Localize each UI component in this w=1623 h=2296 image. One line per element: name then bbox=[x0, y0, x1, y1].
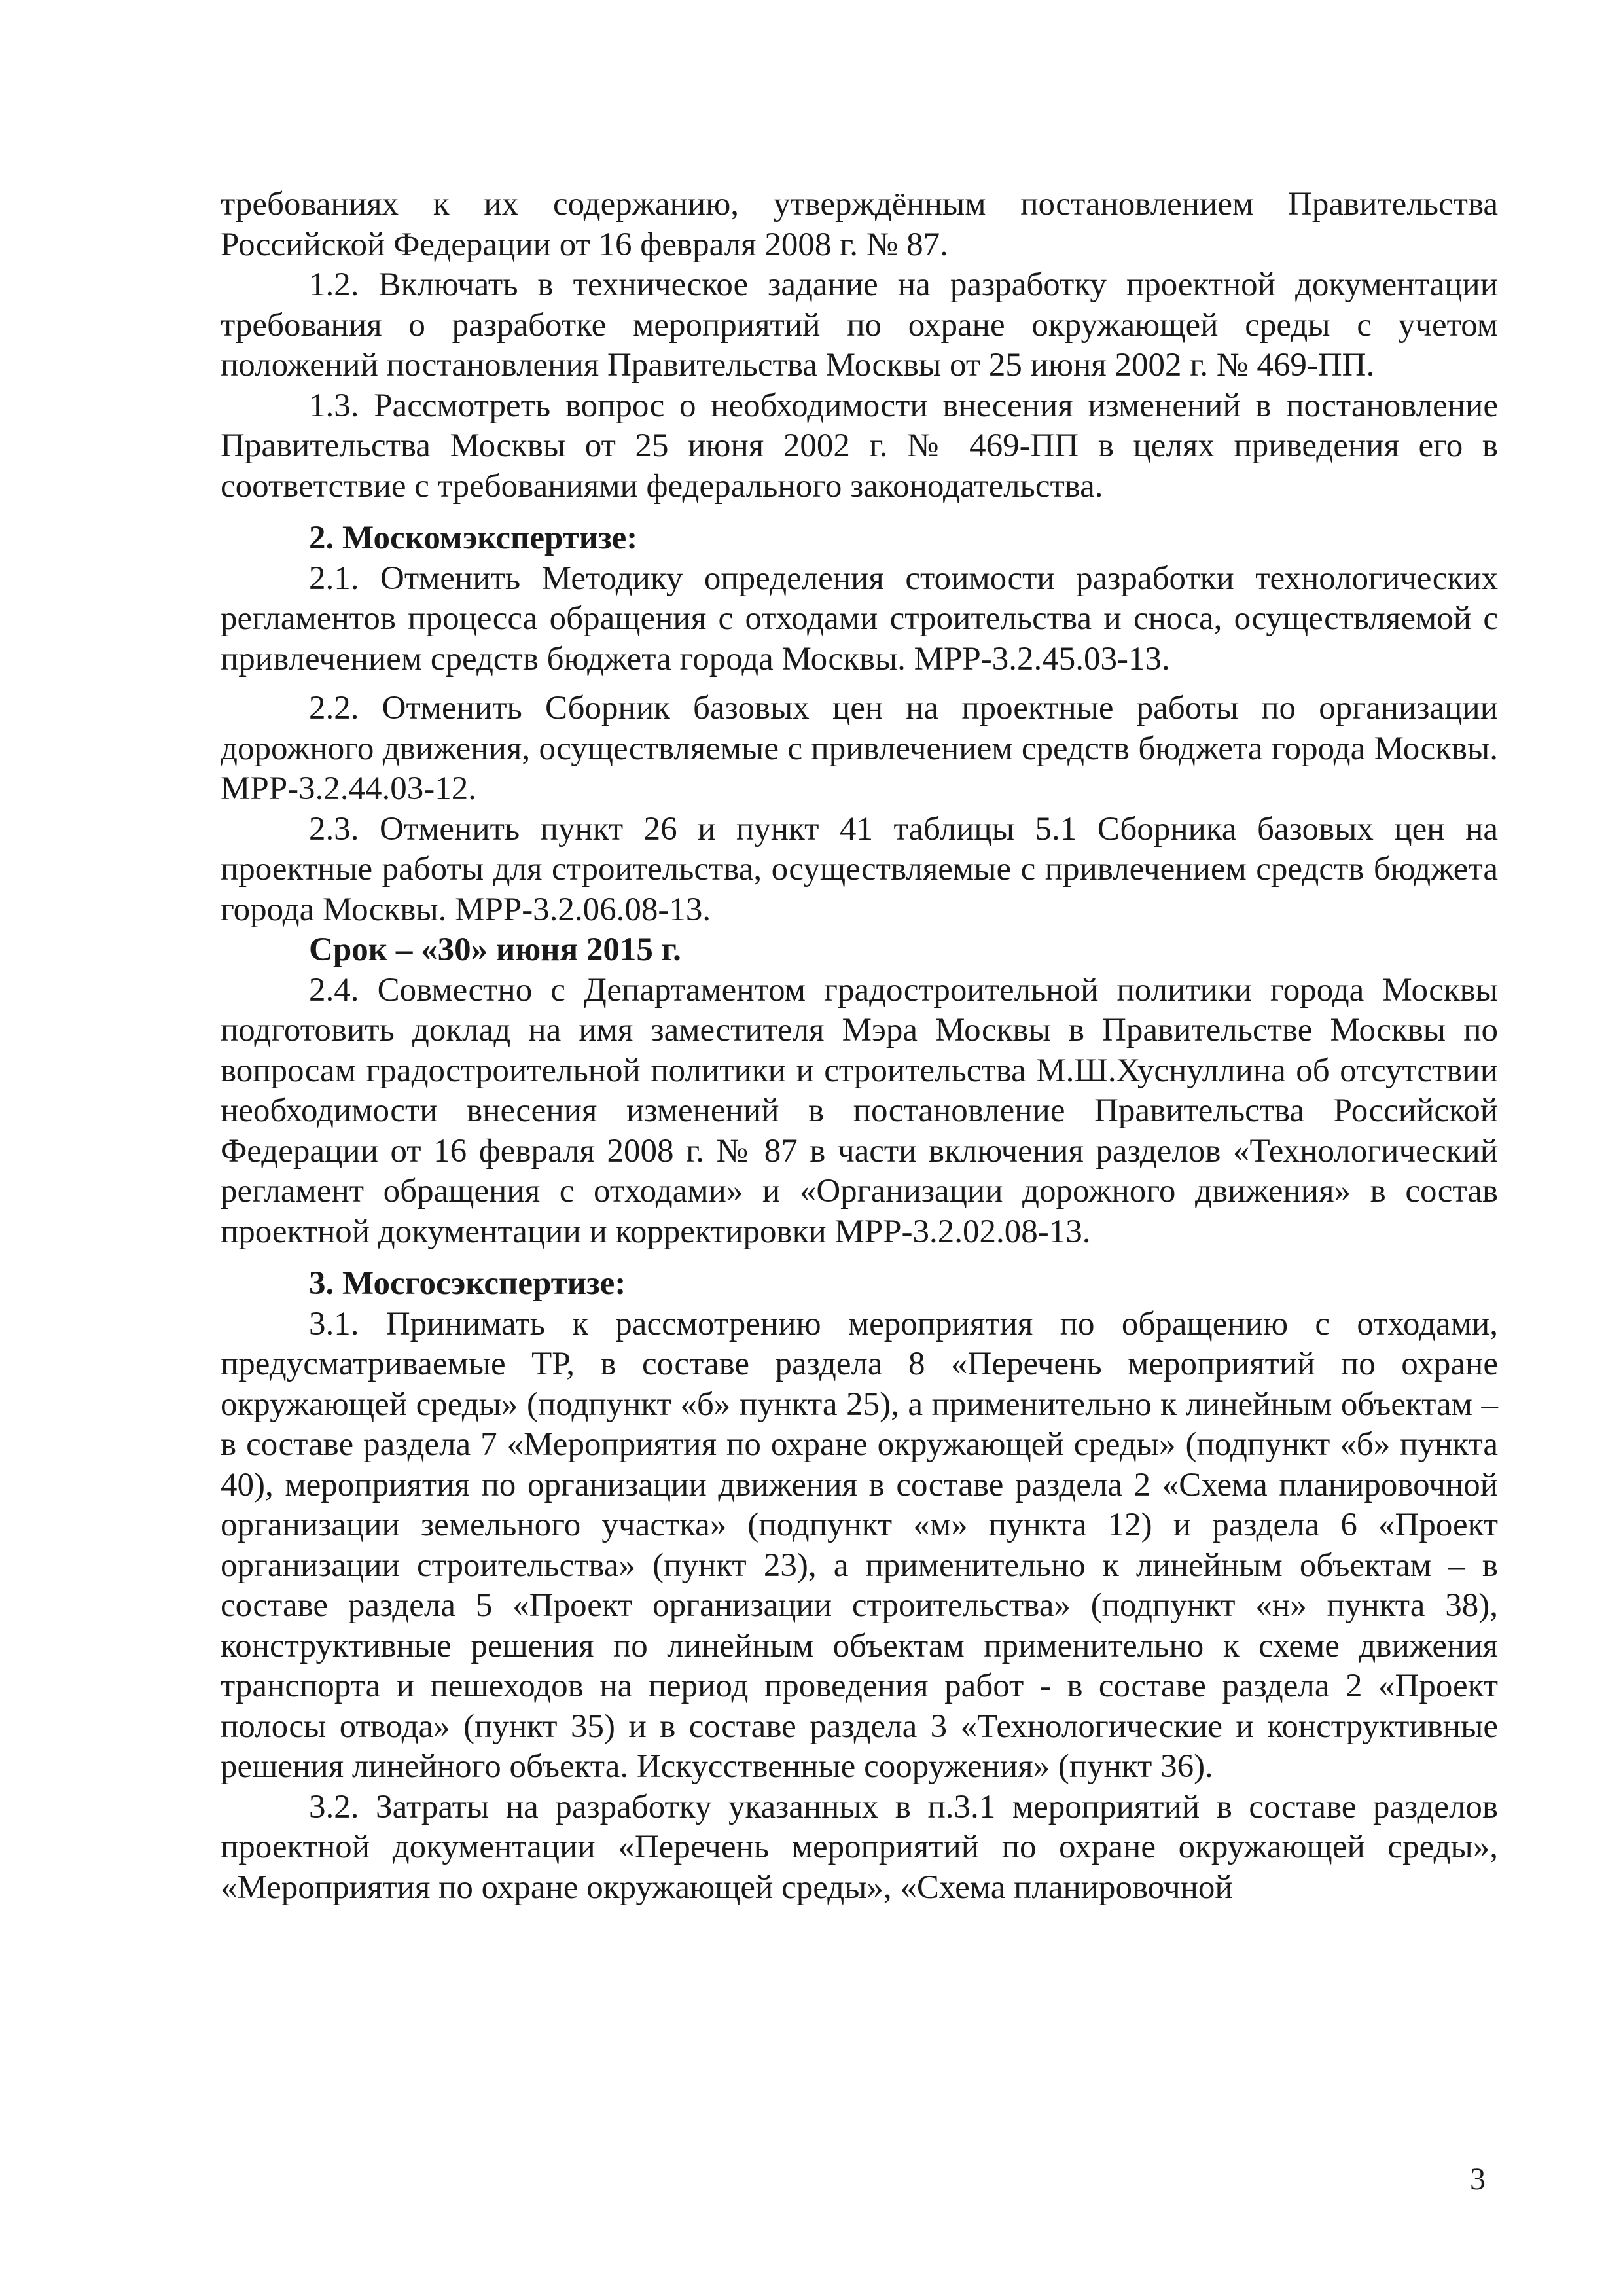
paragraph-3-1: 3.1. Принимать к рассмотрению мероприятия по обращению с отходами, предусматриваемые ТР, в составе раздела 8 «Перечень мероприятий по охране окружающей среды» (подпункт «б» пункта 25), а применительно к линейным объектам – в составе раздела 7 «Мероприятия по охране окружающей среды» (подпункт «б» пункта 40), мероприятия по организации движения в составе раздела 2 «Схема планировочной организации земельного участка» (подпункт «м» пункта 12) и раздела 6 «Проект организации строительства» (пункт 23), а применительно к линейным объектам – в составе раздела 5 «Проект организации строительства» (подпункт «н» пункта 38), конструктивные решения по линейным объектам применительно к схеме движения транспорта и пешеходов на период проведения работ - в составе раздела 2 «Проект полосы отвода» (пункт 35) и в составе раздела 3 «Технологические и конструктивные решения линейного объекта. Искусственные сооружения» (пункт 36). bbox=[221, 1305, 1498, 1785]
paragraph-1-2: 1.2. Включать в техническое задание на разработку проектной документации требования о разработке мероприятий по охране окружающей среды с учетом положений постановления Правительства Москвы от 25 июня 2002 г. № 469-ПП. bbox=[221, 266, 1498, 384]
paragraph-2-2: 2.2. Отменить Сборник базовых цен на проектные работы по организации дорожного движения, осуществляемые с привлечением средств бюджета города Москвы. МРР-3.2.44.03-12. bbox=[221, 690, 1498, 807]
paragraph-2-3: 2.3. Отменить пункт 26 и пункт 41 таблицы 5.1 Сборника базовых цен на проектные работы для строительства, осуществляемые с привлечением средств бюджета города Москвы. МРР-3.2.06.08-13. bbox=[221, 810, 1498, 928]
paragraph-2-4: 2.4. Совместно с Департаментом градостроительной политики города Москвы подготовить доклад на имя заместителя Мэра Москвы в Правительстве Москвы по вопросам градостроительной политики и строительства М.Ш.Хуснуллина об отсутствии необходимости внесения изменений в постановление Правительства Российской Федерации от 16 февраля 2008 г. № 87 в части включения разделов «Технологический регламент обращения с отходами» и «Организации дорожного движения» в состав проектной документации и корректировки МРР-3.2.02.08-13. bbox=[221, 971, 1498, 1250]
paragraph-continuation: требованиях к их содержанию, утверждённым постановлением Правительства Российской Федерации от 16 февраля 2008 г. № 87. bbox=[221, 186, 1498, 263]
deadline-line: Срок – «30» июня 2015 г. bbox=[309, 931, 681, 968]
document-body bbox=[221, 185, 1498, 1908]
paragraph-1-3: 1.3. Рассмотреть вопрос о необходимости внесения изменений в постановление Правительства Москвы от 25 июня 2002 г. № 469-ПП в целях приведения его в соответствие с требованиями федерального законодательства. bbox=[221, 387, 1498, 505]
page-number: 3 bbox=[1470, 2162, 1486, 2197]
section-heading-3: 3. Мосгосэкспертизе: bbox=[309, 1265, 626, 1302]
paragraph-3-2: 3.2. Затраты на разработку указанных в п.3.1 мероприятий в составе разделов проектной документации «Перечень мероприятий по охране окружающей среды», «Мероприятия по охране окружающей среды», «Схема планировочной bbox=[221, 1788, 1498, 1906]
section-heading-2: 2. Москомэкспертизе: bbox=[309, 520, 638, 556]
paragraph-2-1: 2.1. Отменить Методику определения стоимости разработки технологических регламентов процесса обращения с отходами строительства и сноса, осуществляемой с привлечением средств бюджета города Москвы. МРР-3.2.45.03-13. bbox=[221, 560, 1498, 677]
